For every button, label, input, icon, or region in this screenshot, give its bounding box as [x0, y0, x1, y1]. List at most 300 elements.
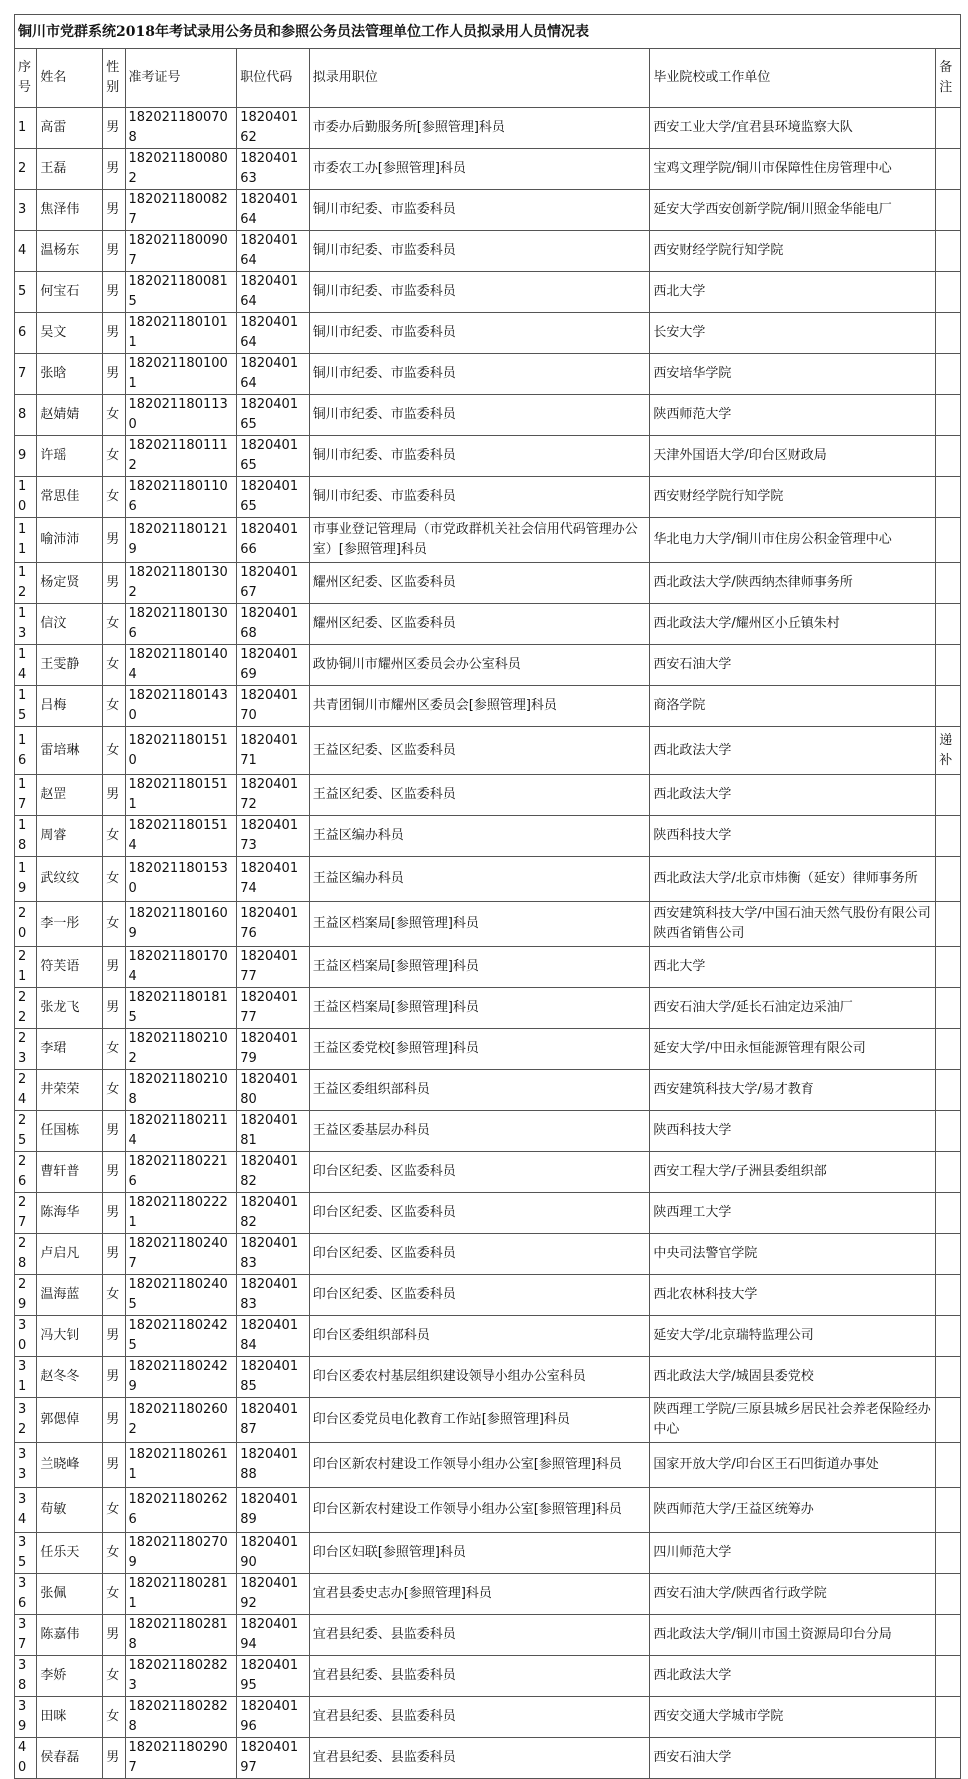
cell-name: 冯大钊 [37, 1316, 103, 1357]
cell-remarks [936, 1488, 961, 1533]
cell-remarks [936, 604, 961, 645]
cell-position: 铜川市纪委、市监委科员 [309, 436, 650, 477]
cell-seq: 28 [15, 1234, 37, 1275]
table-row [15, 1615, 961, 1656]
cell-position-code: 182040173 [237, 816, 310, 857]
cell-position-code: 182040190 [237, 1533, 310, 1574]
cell-name: 赵罡 [37, 775, 103, 816]
cell-gender: 男 [103, 1152, 125, 1193]
table-row [15, 563, 961, 604]
cell-exam-id: 1820211802709 [125, 1533, 237, 1574]
cell-school: 西安石油大学/陕西省行政学院 [650, 1574, 936, 1615]
cell-exam-id: 1820211802221 [125, 1193, 237, 1234]
cell-position: 印台区委组织部科员 [309, 1316, 650, 1357]
cell-gender: 男 [103, 1193, 125, 1234]
cell-school: 陕西科技大学 [650, 1111, 936, 1152]
table-row [15, 686, 961, 727]
cell-gender: 女 [103, 1697, 125, 1738]
table-row [15, 518, 961, 563]
cell-seq: 20 [15, 902, 37, 947]
cell-gender: 女 [103, 816, 125, 857]
cell-position-code: 182040172 [237, 775, 310, 816]
table-row [15, 1656, 961, 1697]
cell-school: 西安建筑科技大学/中国石油天然气股份有限公司陕西省销售公司 [650, 902, 936, 947]
cell-remarks [936, 1656, 961, 1697]
cell-position: 铜川市纪委、市监委科员 [309, 354, 650, 395]
cell-exam-id: 1820211801011 [125, 313, 237, 354]
cell-position-code: 182040182 [237, 1193, 310, 1234]
cell-school: 天津外国语大学/印台区财政局 [650, 436, 936, 477]
cell-gender: 男 [103, 190, 125, 231]
cell-exam-id: 1820211801112 [125, 436, 237, 477]
cell-exam-id: 1820211802114 [125, 1111, 237, 1152]
cell-position-code: 182040176 [237, 902, 310, 947]
table-row [15, 1357, 961, 1398]
cell-remarks [936, 108, 961, 149]
cell-remarks [936, 1152, 961, 1193]
cell-remarks [936, 477, 961, 518]
cell-school: 国家开放大学/印台区王石凹街道办事处 [650, 1443, 936, 1488]
cell-exam-id: 1820211802823 [125, 1656, 237, 1697]
cell-position: 铜川市纪委、市监委科员 [309, 395, 650, 436]
cell-position-code: 182040167 [237, 563, 310, 604]
cell-school: 西北政法大学 [650, 727, 936, 775]
cell-position: 印台区纪委、区监委科员 [309, 1234, 650, 1275]
cell-gender: 男 [103, 563, 125, 604]
cell-name: 吴文 [37, 313, 103, 354]
cell-gender: 男 [103, 947, 125, 988]
cell-seq: 31 [15, 1357, 37, 1398]
cell-position-code: 182040184 [237, 1316, 310, 1357]
table-row [15, 1697, 961, 1738]
cell-name: 焦泽伟 [37, 190, 103, 231]
cell-school: 华北电力大学/铜川市住房公积金管理中心 [650, 518, 936, 563]
table-row [15, 1275, 961, 1316]
header-seq: 序号 [15, 49, 37, 108]
cell-seq: 13 [15, 604, 37, 645]
cell-school: 陕西理工大学 [650, 1193, 936, 1234]
cell-gender: 男 [103, 1443, 125, 1488]
cell-exam-id: 1820211801302 [125, 563, 237, 604]
cell-seq: 35 [15, 1533, 37, 1574]
cell-position-code: 182040165 [237, 477, 310, 518]
cell-name: 张龙飞 [37, 988, 103, 1029]
table-row [15, 1574, 961, 1615]
cell-remarks [936, 1193, 961, 1234]
cell-position: 印台区妇联[参照管理]科员 [309, 1533, 650, 1574]
cell-position: 王益区编办科员 [309, 857, 650, 902]
cell-name: 陈海华 [37, 1193, 103, 1234]
cell-gender: 男 [103, 108, 125, 149]
cell-remarks [936, 686, 961, 727]
cell-seq: 23 [15, 1029, 37, 1070]
cell-exam-id: 1820211802405 [125, 1275, 237, 1316]
cell-position-code: 182040196 [237, 1697, 310, 1738]
cell-gender: 男 [103, 988, 125, 1029]
cell-seq: 5 [15, 272, 37, 313]
cell-school: 西北政法大学/陕西纳杰律师事务所 [650, 563, 936, 604]
cell-gender: 男 [103, 1357, 125, 1398]
cell-gender: 男 [103, 775, 125, 816]
cell-gender: 女 [103, 395, 125, 436]
cell-school: 西安石油大学 [650, 1738, 936, 1779]
cell-position-code: 182040189 [237, 1488, 310, 1533]
cell-exam-id: 1820211800907 [125, 231, 237, 272]
cell-name: 李娇 [37, 1656, 103, 1697]
cell-position-code: 182040185 [237, 1357, 310, 1398]
cell-exam-id: 1820211802626 [125, 1488, 237, 1533]
cell-seq: 34 [15, 1488, 37, 1533]
cell-position: 市事业登记管理局（市党政群机关社会信用代码管理办公室）[参照管理]科员 [309, 518, 650, 563]
cell-exam-id: 1820211801511 [125, 775, 237, 816]
cell-remarks [936, 190, 961, 231]
cell-remarks [936, 1443, 961, 1488]
cell-school: 陕西科技大学 [650, 816, 936, 857]
cell-exam-id: 1820211801306 [125, 604, 237, 645]
cell-school: 西北大学 [650, 272, 936, 313]
cell-position-code: 182040192 [237, 1574, 310, 1615]
cell-remarks [936, 436, 961, 477]
cell-name: 高雷 [37, 108, 103, 149]
cell-school: 延安大学/中田永恒能源管理有限公司 [650, 1029, 936, 1070]
cell-position-code: 182040164 [237, 354, 310, 395]
cell-position-code: 182040188 [237, 1443, 310, 1488]
cell-exam-id: 1820211802429 [125, 1357, 237, 1398]
cell-exam-id: 1820211801609 [125, 902, 237, 947]
cell-exam-id: 1820211802811 [125, 1574, 237, 1615]
cell-school: 陕西师范大学 [650, 395, 936, 436]
cell-name: 常思佳 [37, 477, 103, 518]
cell-position: 印台区委农村基层组织建设领导小组办公室科员 [309, 1357, 650, 1398]
cell-gender: 男 [103, 354, 125, 395]
cell-exam-id: 1820211801001 [125, 354, 237, 395]
cell-position-code: 182040181 [237, 1111, 310, 1152]
cell-exam-id: 1820211801130 [125, 395, 237, 436]
table-row [15, 1029, 961, 1070]
cell-name: 杨定贤 [37, 563, 103, 604]
table-row [15, 190, 961, 231]
cell-position-code: 182040197 [237, 1738, 310, 1779]
cell-exam-id: 1820211802818 [125, 1615, 237, 1656]
cell-school: 宝鸡文理学院/铜川市保障性住房管理中心 [650, 149, 936, 190]
cell-school: 长安大学 [650, 313, 936, 354]
cell-remarks [936, 272, 961, 313]
cell-seq: 16 [15, 727, 37, 775]
cell-position-code: 182040169 [237, 645, 310, 686]
cell-position-code: 182040164 [237, 272, 310, 313]
cell-name: 王雯静 [37, 645, 103, 686]
cell-remarks [936, 902, 961, 947]
cell-position: 铜川市纪委、市监委科员 [309, 272, 650, 313]
cell-name: 赵婧婧 [37, 395, 103, 436]
cell-school: 西北政法大学 [650, 1656, 936, 1697]
header-position-code: 职位代码 [237, 49, 310, 108]
cell-name: 任乐天 [37, 1533, 103, 1574]
cell-position: 印台区纪委、区监委科员 [309, 1193, 650, 1234]
cell-position-code: 182040187 [237, 1398, 310, 1443]
cell-position-code: 182040165 [237, 395, 310, 436]
cell-seq: 11 [15, 518, 37, 563]
cell-position: 印台区委党员电化教育工作站[参照管理]科员 [309, 1398, 650, 1443]
table-row [15, 1443, 961, 1488]
cell-gender: 男 [103, 231, 125, 272]
cell-name: 田咪 [37, 1697, 103, 1738]
cell-name: 卢启凡 [37, 1234, 103, 1275]
cell-name: 苟敏 [37, 1488, 103, 1533]
cell-gender: 女 [103, 686, 125, 727]
cell-position-code: 182040164 [237, 231, 310, 272]
cell-name: 喻沛沛 [37, 518, 103, 563]
cell-position-code: 182040164 [237, 190, 310, 231]
cell-seq: 4 [15, 231, 37, 272]
cell-remarks [936, 518, 961, 563]
cell-school: 西安培华学院 [650, 354, 936, 395]
cell-position: 王益区纪委、区监委科员 [309, 727, 650, 775]
cell-gender: 女 [103, 857, 125, 902]
cell-name: 何宝石 [37, 272, 103, 313]
cell-remarks [936, 563, 961, 604]
cell-seq: 8 [15, 395, 37, 436]
cell-position: 宜君县纪委、县监委科员 [309, 1615, 650, 1656]
table-row [15, 231, 961, 272]
cell-gender: 男 [103, 1111, 125, 1152]
cell-exam-id: 1820211801815 [125, 988, 237, 1029]
cell-remarks [936, 988, 961, 1029]
cell-position: 王益区档案局[参照管理]科员 [309, 988, 650, 1029]
cell-position-code: 182040170 [237, 686, 310, 727]
cell-position-code: 182040163 [237, 149, 310, 190]
cell-position: 王益区纪委、区监委科员 [309, 775, 650, 816]
cell-position: 王益区编办科员 [309, 816, 650, 857]
cell-name: 许瑶 [37, 436, 103, 477]
table-row [15, 1738, 961, 1779]
cell-remarks [936, 1574, 961, 1615]
cell-gender: 男 [103, 272, 125, 313]
cell-name: 郭偲倬 [37, 1398, 103, 1443]
cell-seq: 10 [15, 477, 37, 518]
cell-seq: 25 [15, 1111, 37, 1152]
cell-seq: 29 [15, 1275, 37, 1316]
cell-school: 商洛学院 [650, 686, 936, 727]
cell-name: 武纹纹 [37, 857, 103, 902]
cell-position-code: 182040165 [237, 436, 310, 477]
cell-school: 西安交通大学城市学院 [650, 1697, 936, 1738]
header-name: 姓名 [37, 49, 103, 108]
cell-position: 市委农工办[参照管理]科员 [309, 149, 650, 190]
cell-exam-id: 1820211801530 [125, 857, 237, 902]
cell-position-code: 182040179 [237, 1029, 310, 1070]
cell-position: 耀州区纪委、区监委科员 [309, 604, 650, 645]
cell-school: 陕西理工学院/三原县城乡居民社会养老保险经办中心 [650, 1398, 936, 1443]
table-row [15, 395, 961, 436]
cell-exam-id: 1820211801106 [125, 477, 237, 518]
cell-remarks [936, 947, 961, 988]
cell-position: 印台区新农村建设工作领导小组办公室[参照管理]科员 [309, 1488, 650, 1533]
cell-gender: 男 [103, 1316, 125, 1357]
cell-exam-id: 1820211800708 [125, 108, 237, 149]
cell-position: 铜川市纪委、市监委科员 [309, 190, 650, 231]
cell-position-code: 182040195 [237, 1656, 310, 1697]
cell-gender: 男 [103, 1234, 125, 1275]
cell-seq: 37 [15, 1615, 37, 1656]
cell-remarks [936, 775, 961, 816]
cell-name: 张晗 [37, 354, 103, 395]
cell-gender: 男 [103, 518, 125, 563]
cell-remarks [936, 1111, 961, 1152]
cell-exam-id: 1820211802102 [125, 1029, 237, 1070]
cell-position: 印台区纪委、区监委科员 [309, 1275, 650, 1316]
cell-position-code: 182040182 [237, 1152, 310, 1193]
cell-position: 王益区委组织部科员 [309, 1070, 650, 1111]
table-row [15, 1316, 961, 1357]
cell-position: 共青团铜川市耀州区委员会[参照管理]科员 [309, 686, 650, 727]
table-row [15, 947, 961, 988]
table-row [15, 1111, 961, 1152]
cell-position: 宜君县纪委、县监委科员 [309, 1738, 650, 1779]
cell-seq: 21 [15, 947, 37, 988]
cell-exam-id: 1820211802425 [125, 1316, 237, 1357]
cell-seq: 17 [15, 775, 37, 816]
cell-remarks [936, 645, 961, 686]
cell-seq: 27 [15, 1193, 37, 1234]
cell-school: 西安石油大学 [650, 645, 936, 686]
cell-position: 铜川市纪委、市监委科员 [309, 477, 650, 518]
table-row [15, 149, 961, 190]
cell-seq: 22 [15, 988, 37, 1029]
recruitment-table [14, 14, 961, 1779]
table-row [15, 1533, 961, 1574]
cell-position: 王益区委基层办科员 [309, 1111, 650, 1152]
cell-gender: 男 [103, 1615, 125, 1656]
cell-position: 铜川市纪委、市监委科员 [309, 313, 650, 354]
cell-name: 赵冬冬 [37, 1357, 103, 1398]
cell-name: 周睿 [37, 816, 103, 857]
cell-name: 信汶 [37, 604, 103, 645]
cell-name: 符芙语 [37, 947, 103, 988]
cell-gender: 女 [103, 436, 125, 477]
cell-school: 西安石油大学/延长石油定边采油厂 [650, 988, 936, 1029]
cell-seq: 1 [15, 108, 37, 149]
table-row [15, 108, 961, 149]
cell-position: 印台区纪委、区监委科员 [309, 1152, 650, 1193]
cell-position: 市委办后勤服务所[参照管理]科员 [309, 108, 650, 149]
cell-gender: 女 [103, 477, 125, 518]
cell-school: 西安财经学院行知学院 [650, 231, 936, 272]
cell-exam-id: 1820211801510 [125, 727, 237, 775]
cell-school: 四川师范大学 [650, 1533, 936, 1574]
cell-name: 曹轩普 [37, 1152, 103, 1193]
header-school: 毕业院校或工作单位 [650, 49, 936, 108]
cell-exam-id: 1820211801704 [125, 947, 237, 988]
cell-gender: 男 [103, 149, 125, 190]
cell-position: 宜君县委史志办[参照管理]科员 [309, 1574, 650, 1615]
cell-exam-id: 1820211801514 [125, 816, 237, 857]
cell-name: 吕梅 [37, 686, 103, 727]
table-row [15, 477, 961, 518]
table-row [15, 604, 961, 645]
cell-position-code: 182040164 [237, 313, 310, 354]
table-row [15, 727, 961, 775]
cell-school: 中央司法警官学院 [650, 1234, 936, 1275]
cell-remarks [936, 231, 961, 272]
cell-exam-id: 1820211802611 [125, 1443, 237, 1488]
cell-gender: 女 [103, 1029, 125, 1070]
cell-position-code: 182040162 [237, 108, 310, 149]
cell-exam-id: 1820211802216 [125, 1152, 237, 1193]
cell-school: 西北政法大学 [650, 775, 936, 816]
cell-position-code: 182040171 [237, 727, 310, 775]
header-row [15, 49, 961, 108]
cell-exam-id: 1820211802602 [125, 1398, 237, 1443]
cell-remarks [936, 149, 961, 190]
cell-remarks [936, 816, 961, 857]
cell-gender: 女 [103, 1533, 125, 1574]
cell-exam-id: 1820211800815 [125, 272, 237, 313]
cell-gender: 女 [103, 1656, 125, 1697]
cell-seq: 6 [15, 313, 37, 354]
table-row [15, 902, 961, 947]
cell-remarks [936, 857, 961, 902]
cell-school: 西安建筑科技大学/易才教育 [650, 1070, 936, 1111]
cell-name: 任国栋 [37, 1111, 103, 1152]
cell-school: 西北政法大学/城固县委党校 [650, 1357, 936, 1398]
cell-name: 井荣荣 [37, 1070, 103, 1111]
table-row [15, 272, 961, 313]
cell-position: 宜君县纪委、县监委科员 [309, 1697, 650, 1738]
cell-seq: 33 [15, 1443, 37, 1488]
table-row [15, 1152, 961, 1193]
cell-seq: 32 [15, 1398, 37, 1443]
cell-seq: 30 [15, 1316, 37, 1357]
cell-position-code: 182040166 [237, 518, 310, 563]
cell-remarks [936, 1398, 961, 1443]
cell-position-code: 182040194 [237, 1615, 310, 1656]
cell-gender: 女 [103, 1574, 125, 1615]
cell-remarks [936, 1697, 961, 1738]
cell-position-code: 182040174 [237, 857, 310, 902]
header-gender: 性别 [103, 49, 125, 108]
cell-remarks [936, 1357, 961, 1398]
cell-remarks [936, 1070, 961, 1111]
cell-remarks [936, 1275, 961, 1316]
header-exam-id: 准考证号 [125, 49, 237, 108]
cell-seq: 26 [15, 1152, 37, 1193]
cell-name: 雷培琳 [37, 727, 103, 775]
cell-school: 西北政法大学/北京市炜衡（延安）律师事务所 [650, 857, 936, 902]
cell-exam-id: 1820211801404 [125, 645, 237, 686]
cell-remarks [936, 1615, 961, 1656]
cell-remarks [936, 1234, 961, 1275]
table-row [15, 1234, 961, 1275]
cell-position: 王益区档案局[参照管理]科员 [309, 947, 650, 988]
cell-remarks [936, 395, 961, 436]
cell-gender: 男 [103, 313, 125, 354]
cell-exam-id: 1820211802907 [125, 1738, 237, 1779]
cell-school: 延安大学/北京瑞特监理公司 [650, 1316, 936, 1357]
table-row [15, 1193, 961, 1234]
cell-exam-id: 1820211800827 [125, 190, 237, 231]
cell-position-code: 182040177 [237, 947, 310, 988]
cell-remarks [936, 1533, 961, 1574]
table-row [15, 775, 961, 816]
table-row [15, 354, 961, 395]
cell-school: 陕西师范大学/王益区统筹办 [650, 1488, 936, 1533]
cell-gender: 男 [103, 1398, 125, 1443]
table-row [15, 1398, 961, 1443]
cell-gender: 女 [103, 1070, 125, 1111]
cell-gender: 女 [103, 727, 125, 775]
table-row [15, 645, 961, 686]
